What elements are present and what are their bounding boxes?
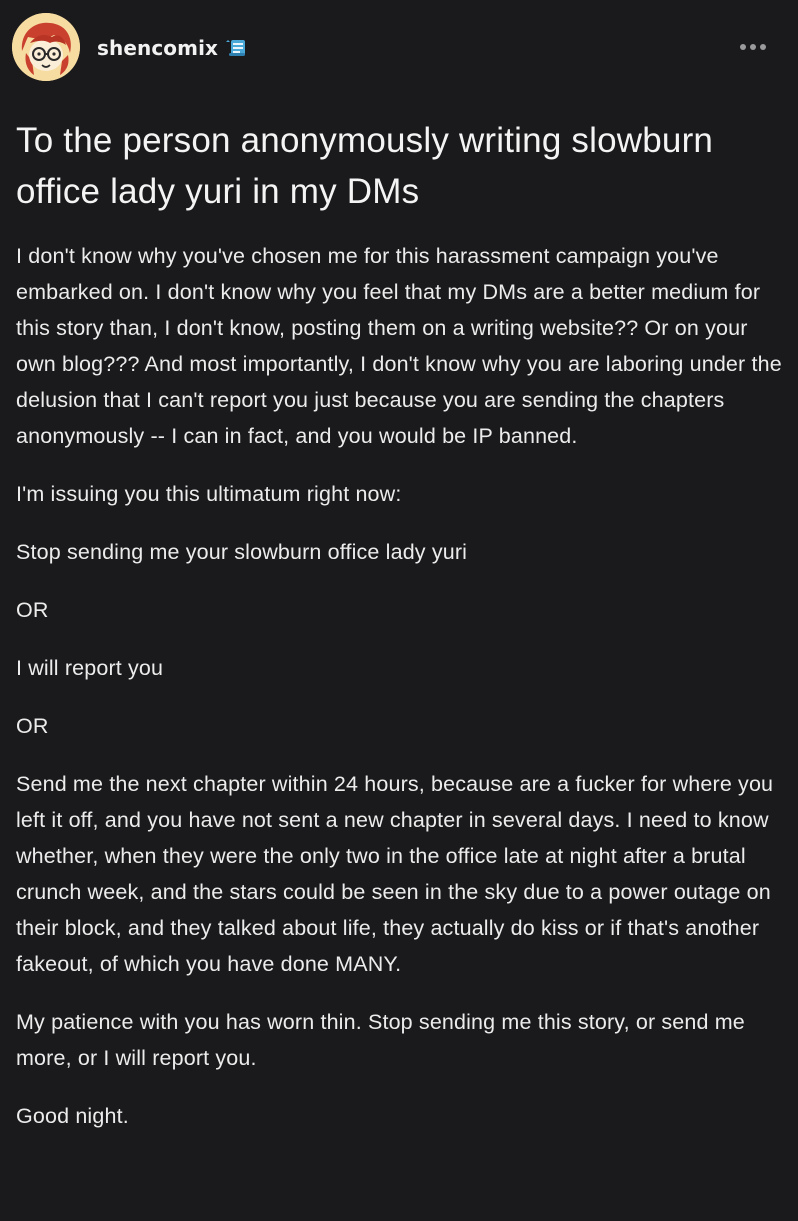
blue-scroll-badge-icon bbox=[224, 37, 248, 59]
post-paragraph: Good night. bbox=[16, 1104, 129, 1128]
author-avatar[interactable] bbox=[12, 13, 80, 81]
avatar-icon bbox=[12, 13, 80, 81]
more-options-icon[interactable] bbox=[735, 34, 771, 58]
post-paragraph: I'm issuing you this ultimatum right now: bbox=[16, 482, 402, 506]
post-paragraph: OR bbox=[16, 598, 49, 622]
author-username[interactable]: shencomix bbox=[97, 36, 219, 60]
post-body bbox=[16, 238, 784, 1156]
post-paragraph: I don't know why you've chosen me for this harassment campaign you've embarked on. I don't know why you feel that my DMs are a better medium for this story than, I don't know, posting them on a writing website?? Or on your own blog??? And most importantly, I don't know why you are laboring under the delusion that I can't report you just because you are sending the chapters anonymously -- I can in fact, and you would be IP banned. bbox=[16, 244, 782, 448]
post-paragraph: Stop sending me your slowburn office lady yuri bbox=[16, 540, 468, 564]
post-title: To the person anonymously writing slowburn office lady yuri in my DMs bbox=[16, 121, 714, 211]
post-paragraph: OR bbox=[16, 714, 49, 738]
post-paragraph: My patience with you has worn thin. Stop sending me this story, or send me more, or I will report you. bbox=[16, 1010, 745, 1070]
post-paragraph: I will report you bbox=[16, 656, 164, 680]
post-paragraph: Send me the next chapter within 24 hours, because are a fucker for where you left it off, and you have not sent a new chapter in several days. I need to know whether, when they were the only two in the office late at night after a brutal crunch week, and the stars could be seen in the sky due to a power outage on their block, and they talked about life, they actually do kiss or if that's another fakeout, of which you have done MANY. bbox=[16, 772, 774, 976]
post-header bbox=[0, 0, 798, 94]
